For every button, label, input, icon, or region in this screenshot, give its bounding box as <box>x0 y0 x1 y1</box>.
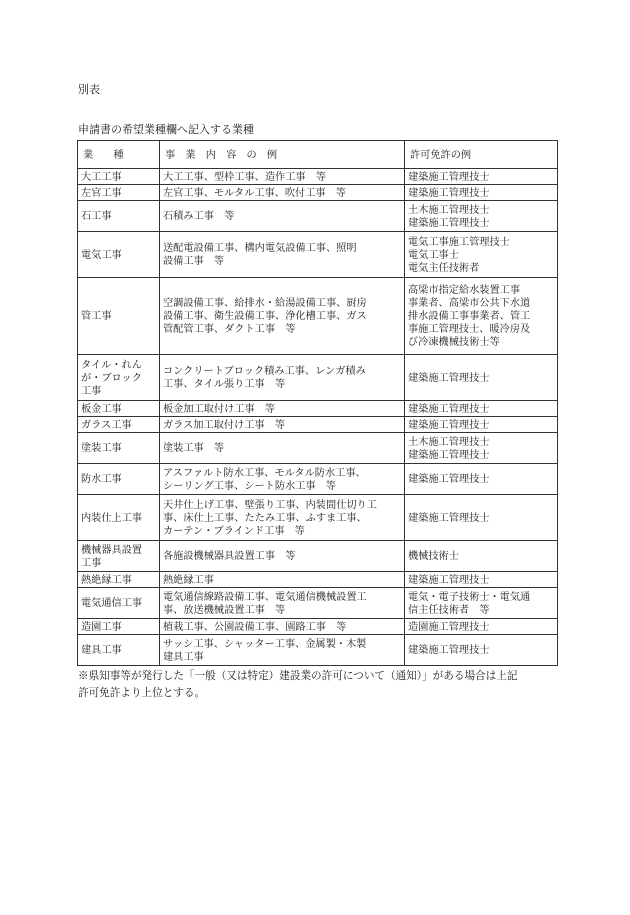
cell-text-line: 建築施工管理技士 <box>408 403 490 415</box>
footnote-line: ※県知事等が発行した「一般（又は特定）建設業の許可について（通知）」がある場合は上記 <box>78 670 518 682</box>
header-business-content: 事 業 内 容 の 例 <box>160 141 405 169</box>
license-example-cell <box>405 401 558 417</box>
cell-text-line: 建築施工管理技士 <box>408 574 490 586</box>
cell-text-line: 板金加工取付け工事 等 <box>163 403 276 415</box>
table-row <box>78 433 558 464</box>
license-example-cell <box>405 619 558 635</box>
table-row <box>78 355 558 401</box>
license-example-cell <box>405 278 558 355</box>
cell-text-line: アスファルト防水工事、モルタル防水工事、 <box>163 467 366 479</box>
cell-text-line: 建築施工管理技士 <box>408 217 490 229</box>
business-content-cell <box>160 572 405 588</box>
cell-text-line: 大工工事 <box>81 171 122 183</box>
business-type-cell <box>78 464 160 495</box>
cell-text-line: 建築施工管理技士 <box>408 187 490 199</box>
cell-text-line: 設備工事、衛生設備工事、浄化槽工事、ガス <box>163 311 367 322</box>
business-content-cell <box>160 541 405 572</box>
cell-text-line: 熱絶縁工事 <box>81 574 132 586</box>
cell-text-line: 電気主任技術者 <box>408 262 480 274</box>
license-example-cell <box>405 169 558 185</box>
cell-text-line: 工事 <box>81 557 102 569</box>
table-row <box>78 635 558 666</box>
business-content-cell <box>160 417 405 433</box>
license-example-cell <box>405 588 558 619</box>
business-type-table <box>77 140 558 666</box>
cell-text-line: 電気工事士 <box>408 249 459 261</box>
cell-text-line: 空調設備工事、給排水・給湯設備工事、厨房 <box>163 298 367 309</box>
header-business-type: 業 種 <box>78 141 160 169</box>
cell-text-line: 石工事 <box>81 211 112 222</box>
cell-text-line: 塗装工事 <box>81 443 122 454</box>
cell-text-line: 塗装工事 等 <box>163 443 225 454</box>
table-row <box>78 495 558 541</box>
cell-text-line: 土木施工管理技士 <box>408 436 490 448</box>
business-type-cell <box>78 495 160 541</box>
header-license-example: 許可免許の例 <box>405 141 558 169</box>
business-type-cell <box>78 169 160 185</box>
cell-text-line: 電気・電子技術士・電気通 <box>408 591 531 603</box>
business-content-cell <box>160 635 405 666</box>
cell-text-line: 工事 <box>81 385 102 397</box>
license-example-cell <box>405 201 558 232</box>
business-content-cell <box>160 232 405 278</box>
license-example-cell <box>405 572 558 588</box>
cell-text-line: 建築施工管理技士 <box>408 512 490 524</box>
cell-text-line: シーリング工事、シート防水工事 等 <box>163 480 336 492</box>
license-example-cell <box>405 185 558 201</box>
footnote-line: 許可免許より上位とする。 <box>78 687 206 699</box>
cell-text-line: 建築施工管理技士 <box>408 449 490 461</box>
business-content-cell <box>160 169 405 185</box>
cell-text-line: 機械器具設置 <box>81 544 143 556</box>
license-example-cell <box>405 433 558 464</box>
cell-text-line: 左官工事 <box>81 187 122 199</box>
cell-text-line: 事施工管理技士、暖冷房及 <box>408 324 531 335</box>
table-row <box>78 201 558 232</box>
cell-text-line: タイル・れん <box>81 359 142 371</box>
cell-text-line: 設備工事 等 <box>163 256 225 267</box>
business-type-cell <box>78 232 160 278</box>
cell-text-line: 左官工事、モルタル工事、吹付工事 等 <box>163 187 346 199</box>
cell-text-line: 大工工事、型枠工事、造作工事 等 <box>163 171 326 183</box>
table-row <box>78 401 558 417</box>
business-content-cell <box>160 464 405 495</box>
cell-text-line: 電気通信工事 <box>81 598 143 609</box>
cell-text-line: 建具工事 <box>81 645 122 656</box>
license-example-cell <box>405 635 558 666</box>
cell-text-line: 建築施工管理技士 <box>408 474 490 485</box>
cell-text-line: 造園工事 <box>81 621 122 633</box>
business-content-cell <box>160 201 405 232</box>
cell-text-line: 排水設備工事事業者、管工 <box>408 311 531 322</box>
business-content-cell <box>160 401 405 417</box>
table-row <box>78 232 558 278</box>
cell-text-line: 熱絶縁工事 <box>163 574 214 586</box>
business-type-cell <box>78 433 160 464</box>
table-row <box>78 169 558 185</box>
table-row <box>78 278 558 355</box>
table-row <box>78 185 558 201</box>
table-body <box>78 169 558 666</box>
cell-text-line: 高梁市指定給水装置工事 <box>408 285 521 296</box>
license-example-cell <box>405 355 558 401</box>
business-content-cell <box>160 355 405 401</box>
cell-text-line: ガラス工事 <box>81 419 132 431</box>
cell-text-line: 建築施工管理技士 <box>408 419 490 431</box>
business-content-cell <box>160 588 405 619</box>
business-type-cell <box>78 401 160 417</box>
business-type-cell <box>78 278 160 355</box>
cell-text-line: サッシ工事、シャッター工事、金属製・木製 <box>163 638 367 650</box>
table-row <box>78 619 558 635</box>
cell-text-line: 内装仕上工事 <box>81 512 143 524</box>
cell-text-line: 機械技術士 <box>408 551 459 562</box>
cell-text-line: 建築施工管理技士 <box>408 645 490 656</box>
cell-text-line: コンクリートブロック積み工事、レンガ積み <box>163 366 366 377</box>
business-type-cell <box>78 619 160 635</box>
cell-text-line: 送配電設備工事、構内電気設備工事、照明 <box>163 243 357 254</box>
cell-text-line: 管工事 <box>81 311 112 322</box>
footnote <box>78 668 568 702</box>
business-content-cell <box>160 495 405 541</box>
table-caption: 申請書の希望業種欄へ記入する業種 <box>78 123 254 136</box>
table-row <box>78 417 558 433</box>
license-example-cell <box>405 417 558 433</box>
table-row <box>78 588 558 619</box>
table-row <box>78 541 558 572</box>
business-content-cell <box>160 433 405 464</box>
cell-text-line: 植栽工事、公園設備工事、園路工事 等 <box>163 621 347 633</box>
business-type-cell <box>78 541 160 572</box>
business-type-cell <box>78 588 160 619</box>
business-content-cell <box>160 619 405 635</box>
cell-text-line: 事、床仕上工事、たたみ工事、ふすま工事、 <box>163 512 367 524</box>
cell-text-line: 電気工事 <box>81 249 122 261</box>
cell-text-line: 事、放送機械設置工事 等 <box>163 604 286 616</box>
table-row <box>78 464 558 495</box>
cell-text-line: 建築施工管理技士 <box>408 171 490 183</box>
table-header-row <box>78 141 558 169</box>
cell-text-line: 建築施工管理技士 <box>408 372 490 384</box>
cell-text-line: 工事、タイル張り工事 等 <box>163 379 286 390</box>
business-type-cell <box>78 185 160 201</box>
cell-text-line: 電気通信線路設備工事、電気通信機械設置工 <box>163 591 367 603</box>
business-type-cell <box>78 355 160 401</box>
cell-text-line: 事業者、高梁市公共下水道 <box>408 298 531 309</box>
cell-text-line: ガラス加工取付け工事 等 <box>163 419 285 431</box>
cell-text-line: 造園施工管理技士 <box>408 621 490 633</box>
cell-text-line: 防水工事 <box>81 474 122 485</box>
business-type-cell <box>78 572 160 588</box>
appendix-label: 別表 <box>78 83 100 96</box>
business-content-cell <box>160 185 405 201</box>
cell-text-line: カーテン・ブラインド工事 等 <box>163 525 305 537</box>
cell-text-line: 電気工事施工管理技士 <box>408 236 510 248</box>
cell-text-line: び冷凍機械技術士等 <box>408 337 500 348</box>
cell-text-line: 石積み工事 等 <box>163 211 235 222</box>
business-type-cell <box>78 417 160 433</box>
cell-text-line: 天井仕上げ工事、壁張り工事、内装間仕切り工 <box>163 499 377 511</box>
license-example-cell <box>405 464 558 495</box>
business-type-cell <box>78 201 160 232</box>
license-example-cell <box>405 232 558 278</box>
license-example-cell <box>405 541 558 572</box>
cell-text-line: 土木施工管理技士 <box>408 204 490 216</box>
license-example-cell <box>405 495 558 541</box>
cell-text-line: 各施設機械器具設置工事 等 <box>163 551 296 562</box>
table-row <box>78 572 558 588</box>
cell-text-line: 建具工事 <box>163 651 204 663</box>
cell-text-line: 板金工事 <box>81 403 122 415</box>
business-type-cell <box>78 635 160 666</box>
business-content-cell <box>160 278 405 355</box>
cell-text-line: 信主任技術者 等 <box>408 604 490 616</box>
cell-text-line: が・ブロック <box>81 372 142 384</box>
cell-text-line: 管配管工事、ダクト工事 等 <box>163 324 296 335</box>
